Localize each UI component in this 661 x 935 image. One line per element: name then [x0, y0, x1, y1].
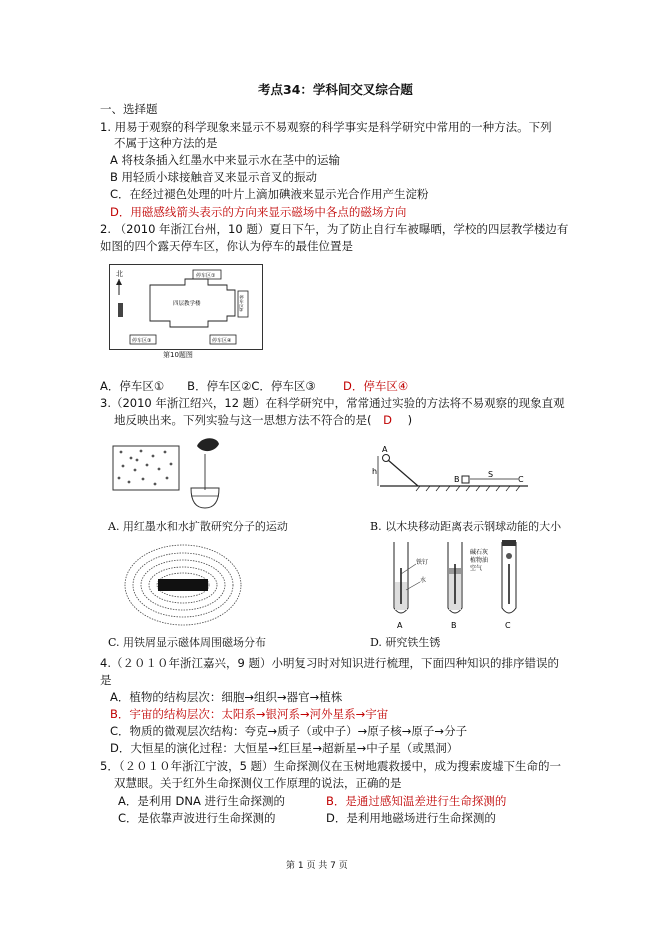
label-oil: 植物油: [470, 557, 489, 564]
q5-stem-line1: 5．（２０１０年浙江宁波，5 题）生命探测仪在玉树地震救援中，成为搜索废墟下生命的一: [100, 759, 562, 773]
q1-option-c: C．在经过褪色处理的叶片上滴加碘液来显示光合作用产生淀粉: [110, 187, 429, 201]
q3-fig-c-magnet-field: [118, 540, 248, 630]
q5-option-a: A．是利用 DNA 进行生命探测的: [118, 794, 286, 808]
q2-stem-line1: 2. （2010 年浙江台州，10 题）夏日下午，为了防止自行车被曝晒，学校的四层教学楼边有: [100, 222, 569, 236]
q1-option-d-answer: D．用磁感线箭头表示的方向来显示磁场中各点的磁场方向: [110, 205, 407, 219]
tube-label-a: A: [397, 621, 403, 630]
page-footer: 第 1 页 共 7 页: [286, 861, 348, 871]
q2-stem-line2: 如图的四个露天停车区，你认为停车的最佳位置是: [100, 239, 353, 253]
q3-fig-a-diffusion: [107, 432, 227, 514]
label-water: 水: [420, 577, 427, 584]
glass-cup: [191, 488, 219, 508]
teaching-building-label: 四层教学楼: [173, 301, 201, 307]
parking-lot-4-label: 停车区④: [212, 338, 232, 344]
q4-option-c: C．物质的微观层次结构：夸克→质子（或中子）→原子核→原子→分子: [110, 724, 468, 738]
ink-drop: [197, 438, 219, 451]
q3-caption-d: D. 研究铁生锈: [370, 636, 441, 649]
q4-option-d: D．大恒星的演化过程：大恒星→红巨星→超新星→中子星（或黑洞）: [110, 741, 459, 755]
q3-fig-d-rust-tubes: [384, 538, 534, 630]
q4-stem-line1: 4.（２０１０年浙江嘉兴，9 题）小明复习时对知识进行梳理，下面四种知识的排序错误的: [100, 656, 559, 670]
q1-option-a: A 将枝条插入红墨水中来显示水在茎中的运输: [110, 153, 341, 167]
gate-marker: [118, 303, 123, 317]
label-top: 碱石灰: [470, 549, 489, 556]
bar-magnet: [158, 579, 208, 591]
q3-stem-text: 地反映出来。下列实验与这一思想方法不符合的是(: [114, 413, 372, 427]
q1-option-b: B 用轻质小球接触音叉来显示音叉的振动: [110, 170, 318, 184]
q5-option-c: C．是依靠声波进行生命探测的: [118, 811, 276, 825]
q5-option-d: D．是利用地磁场进行生命探测的: [326, 811, 496, 825]
parking-lot-1-label: 停车区①: [196, 273, 216, 279]
q3-stem-line1: 3.（2010 年浙江绍兴，12 题）在科学研究中，常常通过实验的方法将不易观察的现象直观: [100, 396, 565, 410]
iron-nails: [401, 564, 509, 604]
label-b: B: [454, 475, 460, 484]
parking-lot-2-label: 停车区②: [238, 295, 244, 314]
stopper: [502, 540, 516, 546]
desiccant: [506, 553, 512, 559]
q2-campus-map-svg: [110, 265, 262, 349]
q2-figure-caption: 第10题图: [163, 351, 193, 359]
q1-stem-line2: 不属于这种方法的是: [114, 136, 218, 150]
q1-stem-line1: 1. 用易于观察的科学现象来显示不易观察的科学事实是科学研究中常用的一种方法。下列: [100, 120, 552, 134]
q3-fig-b-ramp: [370, 442, 530, 502]
label-s: S: [488, 470, 494, 479]
q2-option-d-answer: D．停车区④: [343, 379, 409, 393]
ramp: [388, 460, 418, 486]
label-a: A: [382, 445, 388, 454]
q2-campus-map-figure: [109, 264, 263, 350]
tube-label-b: B: [451, 621, 457, 630]
q3-stem-line2: [114, 412, 412, 428]
page-title: 考点34：学科间交叉综合题: [258, 82, 413, 97]
q3-caption-c: C. 用铁屑显示磁体周围磁场分布: [108, 636, 267, 649]
dots-group: [118, 450, 173, 486]
label-h: h: [372, 467, 378, 476]
beaker-rect: [113, 446, 179, 490]
north-label: 北: [116, 270, 123, 278]
q5-option-b-answer: B．是通过感知温差进行生命探测的: [326, 794, 507, 808]
tube-label-c: C: [505, 621, 511, 630]
parking-lot-3-label: 停车区③: [132, 338, 152, 344]
q3-answer: D: [383, 413, 392, 427]
q4-option-a: A．植物的结构层次：细胞→组织→器官→植株: [110, 690, 343, 704]
wood-block: [462, 476, 469, 483]
q3-caption-b: B. 以木块移动距离表示钢球动能的大小: [370, 520, 562, 533]
q5-stem-line2: 双慧眼。关于红外生命探测仪工作原理的说法，正确的是: [114, 776, 402, 790]
label-c: C: [518, 475, 524, 484]
section-heading: 一、选择题: [100, 102, 158, 116]
q3-stem-close: ): [407, 413, 413, 427]
q4-stem-line2: 是: [100, 673, 112, 687]
label-nail: 铁钉: [416, 559, 429, 566]
north-arrow-head: [116, 279, 122, 285]
ground-hatch: [416, 486, 520, 491]
water-fills: [395, 574, 461, 610]
label-air: 空气: [470, 565, 483, 572]
q2-options-abc: A．停车区① B．停车区②C．停车区③: [100, 379, 316, 393]
q3-caption-a: A. 用红墨水和水扩散研究分子的运动: [108, 520, 288, 533]
q4-option-b-answer: B．宇宙的结构层次：太阳系→银河系→河外星系→宇宙: [110, 707, 389, 721]
